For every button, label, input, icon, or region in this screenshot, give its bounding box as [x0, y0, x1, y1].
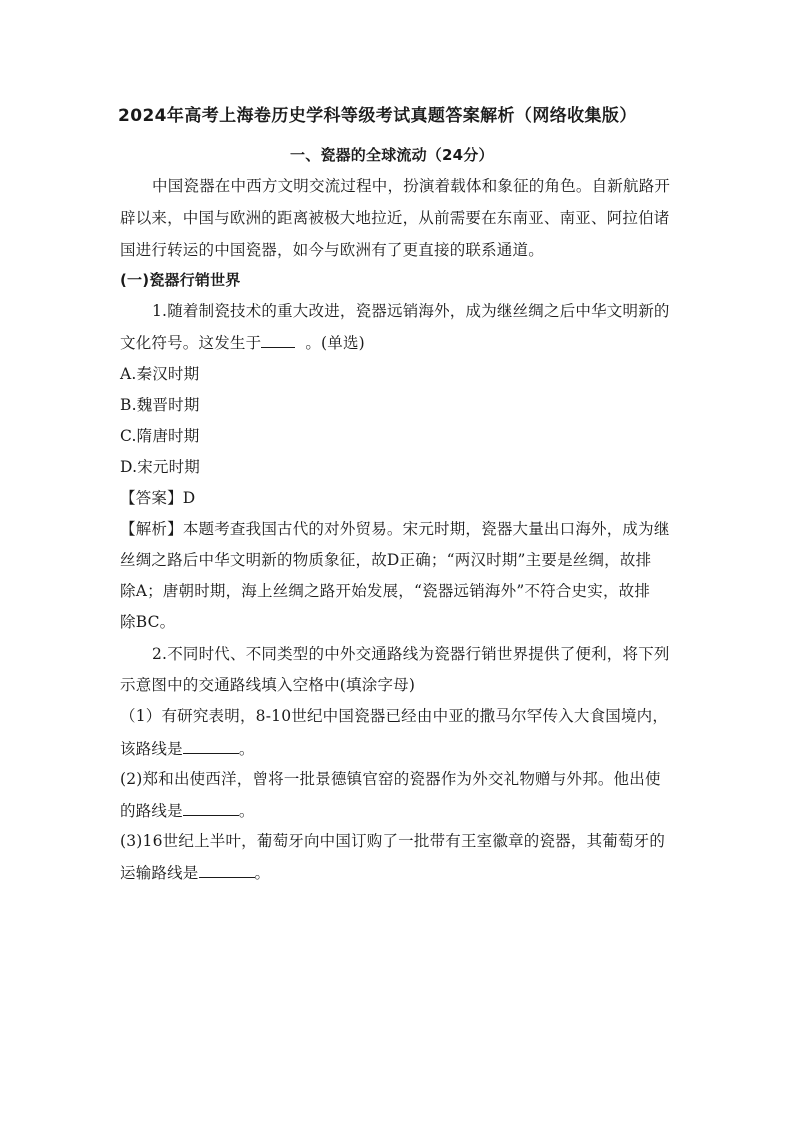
q1-analysis-line-1	[120, 519, 670, 539]
intro-line-2: 辟以来，中国与欧洲的距离被极大地拉近，从前需要在东南亚、南亚、阿拉伯诸	[120, 209, 670, 227]
q2-stem-line-1: 2.不同时代、不同类型的中外交通路线为瓷器行销世界提供了便利，将下列	[152, 645, 670, 663]
option-b: B.魏晋时期	[120, 396, 200, 414]
analysis-text: 本题考查我国古代的对外贸易。宋元时期，瓷器大量出口海外，成为继	[182, 520, 670, 538]
q2-stem-line-2: 示意图中的交通路线填入空格中(填涂字母)	[120, 676, 416, 694]
subsection-heading: (一)瓷器行销世界	[120, 271, 241, 289]
q2-part3-line-1: (3)16世纪上半叶，葡萄牙向中国订购了一批带有王室徽章的瓷器，其葡萄牙的	[120, 832, 666, 850]
q1-analysis-line-4: 除BC。	[120, 613, 176, 631]
answer-blank	[261, 332, 295, 348]
q2-part2-line-2	[120, 800, 255, 821]
end-mark: 。	[238, 740, 255, 758]
section-title: 一、瓷器的全球流动（24分）	[290, 146, 494, 164]
q1-stem-prefix: 文化符号。这发生于	[120, 334, 262, 352]
q2-part3-line-2	[120, 862, 270, 883]
answer-blank	[183, 800, 239, 816]
q1-stem-suffix: 。(单选)	[305, 334, 365, 352]
analysis-label: 【解析】	[120, 520, 183, 538]
q2-part2-prefix: 的路线是	[120, 802, 183, 820]
q1-stem-line-1: 1.随着制瓷技术的重大改进，瓷器远销海外，成为继丝绸之后中华文明新的	[152, 302, 670, 320]
end-mark: 。	[254, 864, 271, 882]
q2-part1-line-2	[120, 738, 255, 759]
q1-stem-line-2	[120, 332, 365, 353]
option-a: A.秦汉时期	[120, 365, 200, 383]
page-title: 2024年高考上海卷历史学科等级考试真题答案解析（网络收集版）	[118, 106, 637, 126]
q2-part1-line-1: （1）有研究表明，8-10世纪中国瓷器已经由中亚的撒马尔罕传入大食国境内，	[120, 707, 669, 725]
end-mark: 。	[238, 802, 255, 820]
option-c: C.隋唐时期	[120, 427, 200, 445]
q1-analysis-line-2: 丝绸之路后中华文明新的物质象征，故D正确；“两汉时期”主要是丝绸，故排	[120, 551, 652, 569]
q1-answer: 【答案】D	[120, 489, 196, 507]
intro-line-3: 国进行转运的中国瓷器，如今与欧洲有了更直接的联系通道。	[120, 241, 544, 259]
answer-blank	[199, 862, 255, 878]
q2-part2-line-1: (2)郑和出使西洋，曾将一批景德镇官窑的瓷器作为外交礼物赠与外邦。他出使	[120, 770, 661, 788]
option-d: D.宋元时期	[120, 458, 201, 476]
intro-line-1: 中国瓷器在中西方文明交流过程中，扮演着载体和象征的角色。自新航路开	[152, 177, 671, 195]
answer-blank	[183, 738, 239, 754]
q2-part3-prefix: 运输路线是	[120, 864, 199, 882]
q1-analysis-line-3: 除A；唐朝时期，海上丝绸之路开始发展，“瓷器远销海外”不符合史实，故排	[120, 582, 651, 600]
q2-part1-prefix: 该路线是	[120, 740, 183, 758]
